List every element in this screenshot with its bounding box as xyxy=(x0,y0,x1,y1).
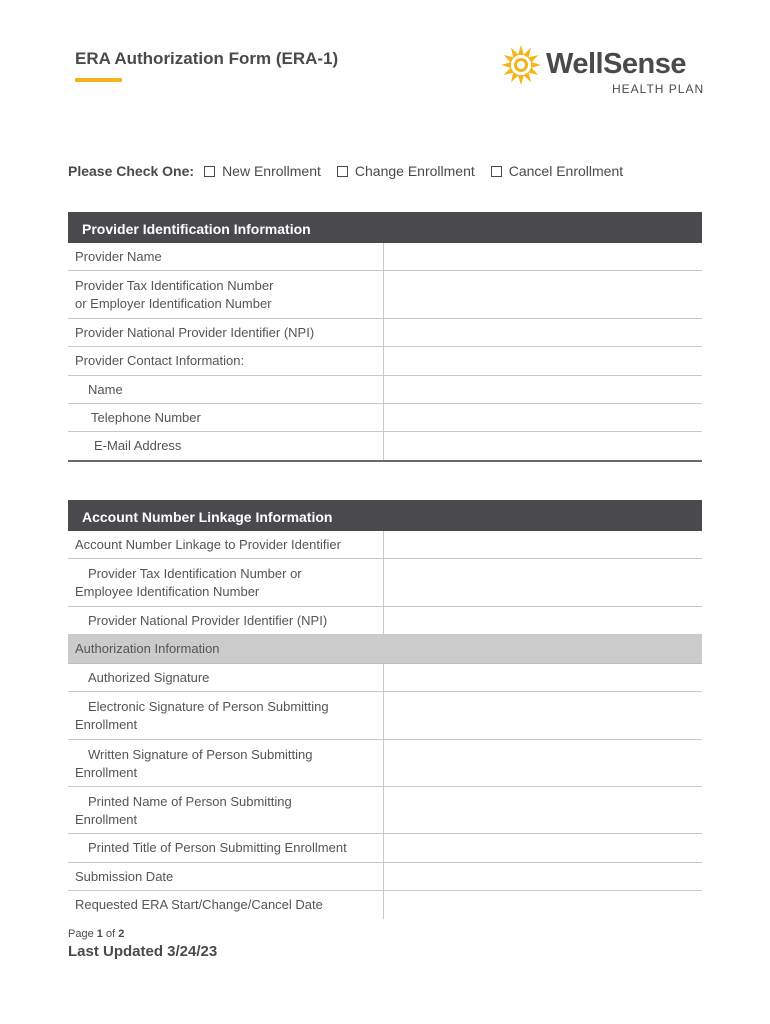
last-updated: Last Updated 3/24/23 xyxy=(68,943,218,960)
row-label: E-Mail Address xyxy=(68,432,384,460)
wellsense-logo xyxy=(500,44,710,100)
row-label: Provider National Provider Identifier (NPI) xyxy=(68,319,384,346)
row-label: Provider Name xyxy=(68,243,384,270)
page-title: ERA Authorization Form (ERA-1) xyxy=(75,49,339,68)
form-row-contact-info xyxy=(68,347,702,376)
form-row-linkage-tin xyxy=(68,559,702,607)
title-underline xyxy=(75,78,122,82)
option-cancel-enrollment[interactable] xyxy=(491,163,623,179)
row-label: Authorized Signature xyxy=(68,664,384,691)
provider-npi-field[interactable] xyxy=(384,319,702,346)
form-row-printed-name xyxy=(68,787,702,834)
form-row-account-linkage xyxy=(68,531,702,559)
printed-name-field[interactable] xyxy=(384,787,702,833)
row-label: Provider Tax Identification Number or Employee Identification Number xyxy=(68,559,384,606)
electronic-signature-field[interactable] xyxy=(384,692,702,739)
account-linkage-section xyxy=(68,500,702,919)
row-label: Printed Name of Person Submitting Enrollment xyxy=(68,787,384,833)
form-row-linkage-npi xyxy=(68,607,702,635)
email-field[interactable] xyxy=(384,432,702,460)
linkage-npi-field[interactable] xyxy=(384,607,702,634)
row-label: Provider Contact Information: xyxy=(68,347,384,375)
logo-wordmark: WellSense xyxy=(546,48,687,80)
option-label: Change Enrollment xyxy=(354,163,475,179)
page-number: Page 1 of 2 xyxy=(68,928,125,940)
telephone-field[interactable] xyxy=(384,404,702,431)
sun-logo-icon xyxy=(500,44,542,86)
provider-name-field[interactable] xyxy=(384,243,702,270)
written-signature-field[interactable] xyxy=(384,740,702,786)
form-row-provider-npi xyxy=(68,319,702,347)
row-label: Authorization Information xyxy=(75,641,220,656)
cancel-enrollment-checkbox[interactable] xyxy=(491,166,502,177)
provider-tin-field[interactable] xyxy=(384,271,702,318)
option-label: Cancel Enrollment xyxy=(508,163,624,179)
linkage-tin-field[interactable] xyxy=(384,559,702,606)
row-label: Provider National Provider Identifier (NPI) xyxy=(68,607,384,634)
row-label: Written Signature of Person Submitting Enrollment xyxy=(68,740,384,786)
check-one-label: Please Check One: xyxy=(68,163,195,179)
requested-era-date-field[interactable] xyxy=(384,891,702,919)
provider-identification-section xyxy=(68,212,702,462)
form-row-submission-date xyxy=(68,863,702,891)
row-label: Name xyxy=(68,376,384,403)
form-row-provider-name xyxy=(68,243,702,271)
section-header: Provider Identification Information xyxy=(68,212,702,243)
form-row-provider-tin xyxy=(68,271,702,319)
form-row-written-signature xyxy=(68,740,702,787)
contact-name-field[interactable] xyxy=(384,376,702,403)
authorization-subheader xyxy=(68,635,702,664)
form-row-email xyxy=(68,432,702,462)
option-change-enrollment[interactable] xyxy=(337,163,475,179)
form-row-requested-era-date xyxy=(68,891,702,919)
option-label: New Enrollment xyxy=(222,163,321,179)
form-row-printed-title xyxy=(68,834,702,863)
row-label: Printed Title of Person Submitting Enrollment xyxy=(68,834,384,862)
row-label: Provider Tax Identification Number or Employer Identification Number xyxy=(68,271,384,318)
row-label: Submission Date xyxy=(68,863,384,890)
change-enrollment-checkbox[interactable] xyxy=(337,166,348,177)
option-new-enrollment[interactable] xyxy=(204,163,321,179)
account-linkage-field[interactable] xyxy=(384,531,702,558)
section-header: Account Number Linkage Information xyxy=(68,500,702,531)
row-label: Electronic Signature of Person Submitting Enrollment xyxy=(68,692,384,739)
row-label: Account Number Linkage to Provider Identifier xyxy=(68,531,384,558)
row-label: Telephone Number xyxy=(68,404,384,431)
new-enrollment-checkbox[interactable] xyxy=(204,166,215,177)
form-row-contact-name xyxy=(68,376,702,404)
form-row-electronic-signature xyxy=(68,692,702,740)
row-label: Requested ERA Start/Change/Cancel Date xyxy=(68,891,384,919)
contact-info-field[interactable] xyxy=(384,347,702,375)
authorized-signature-field[interactable] xyxy=(384,664,702,691)
enrollment-choice-row xyxy=(68,163,639,179)
submission-date-field[interactable] xyxy=(384,863,702,890)
form-row-authorized-signature xyxy=(68,664,702,692)
logo-subtitle: HEALTH PLAN xyxy=(612,82,705,96)
printed-title-field[interactable] xyxy=(384,834,702,862)
form-row-telephone xyxy=(68,404,702,432)
